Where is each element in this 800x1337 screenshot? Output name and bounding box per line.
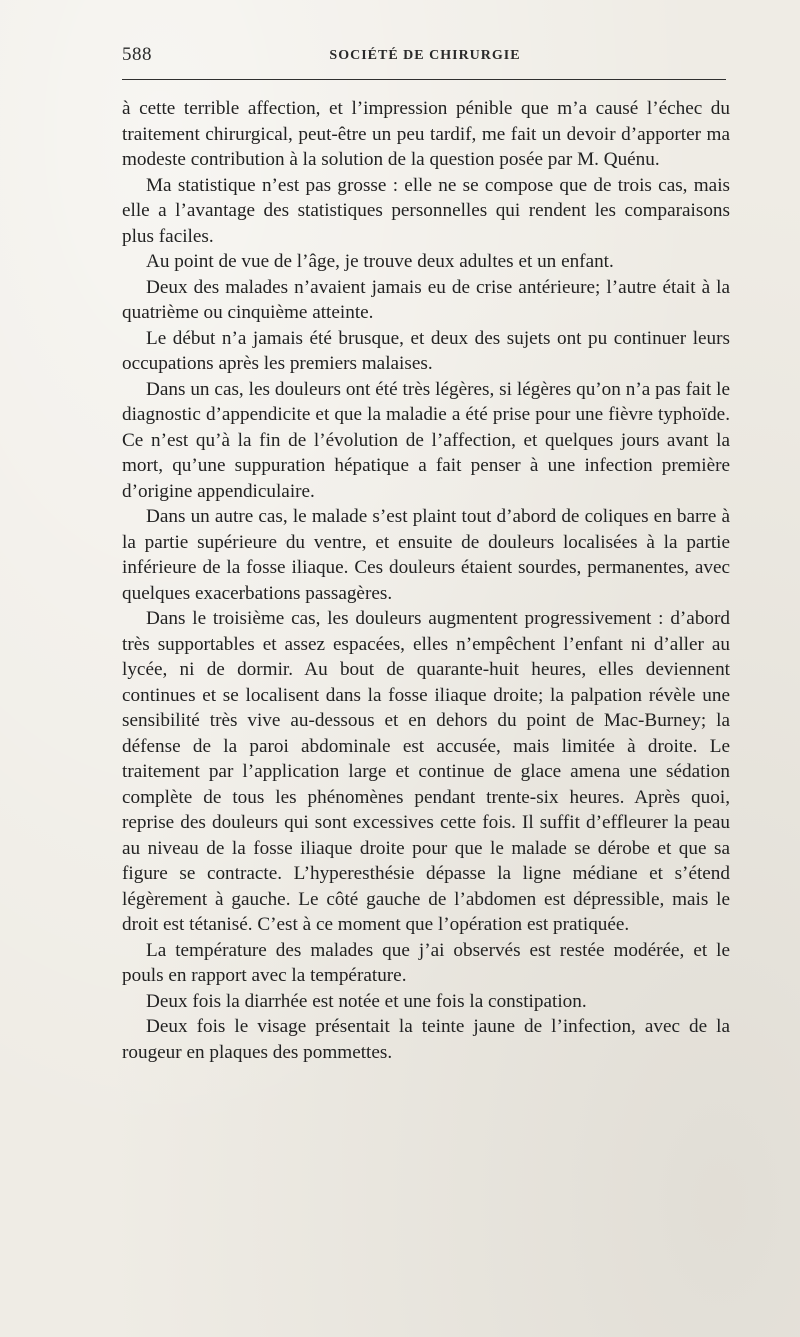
running-head-title: SOCIÉTÉ DE CHIRURGIE [329, 48, 521, 63]
paragraph: Ma statistique n’est pas grosse : elle ne se compose que de trois cas, mais elle a l’avantage des statistiques personnelles qui rendent les comparaisons plus faciles. [122, 174, 730, 247]
running-head [120, 40, 730, 70]
page-number: 588 [122, 44, 152, 65]
paragraph: Dans un autre cas, le malade s’est plaint tout d’abord de coliques en barre à la partie supérieure du ventre, et ensuite de douleurs localisées à la partie inférieure de la fosse iliaque. Ces douleurs étaient sourdes, permanentes, avec quelques exacerbations passagères. [122, 506, 730, 604]
paragraph: Dans un cas, les douleurs ont été très légères, si légères qu’on n’a pas fait le diagnostic d’appendicite et que la maladie a été prise pour une fièvre typhoïde. Ce n’est qu’à la fin de l’évolution de l’affection, et quelques jours avant la mort, qu’une suppuration hépatique a fait penser à une infection première d’origine appendiculaire. [122, 378, 730, 502]
paragraph: Deux fois le visage présentait la teinte jaune de l’infection, avec de la rougeur en plaques des pommettes. [122, 1016, 730, 1063]
paragraph: à cette terrible affection, et l’impression pénible que m’a causé l’échec du traitement chirurgical, peut-être un peu tardif, me fait un devoir d’apporter ma modeste contribution à la solution de la question posée par M. Quénu. [122, 98, 730, 170]
paragraph: La température des malades que j’ai observés est restée modérée, et le pouls en rapport avec la température. [122, 939, 730, 986]
paragraph: Au point de vue de l’âge, je trouve deux adultes et un enfant. [146, 251, 614, 272]
paragraph: Deux des malades n’avaient jamais eu de crise antérieure; l’autre était à la quatrième ou cinquième atteinte. [122, 276, 730, 323]
paragraph: Deux fois la diarrhée est notée et une fois la constipation. [146, 990, 587, 1012]
paragraph: Dans le troisième cas, les douleurs augmentent progressivement : d’abord très supportables et assez espacées, elles n’empêchent l’enfant ni d’aller au lycée, ni de dormir. Au bout de quarante-huit heures, elles deviennent continues et se localisent dans la fosse iliaque droite; la palpation révèle une sensibilité très vive au-dessous et en dehors du point de Mac-Burney; la défense de la paroi abdominale est accusée, mais limitée à droite. Le traitement par l’application large et continue de glace amena une sédation complète de tous les phénomènes pendant trente-six heures. Après quoi, reprise des douleurs qui sont excessives cette fois. Il suffit d’effleurer la peau au niveau de la fosse iliaque droite pour que le malade se dérobe et que sa figure se contracte. L’hyperesthésie dépasse la ligne médiane et s’étend légèrement à gauche. Le côté gauche de l’abdomen est dépressible, mais le droit est tétanisé. C’est à ce moment que l’opération est pratiquée. [122, 608, 730, 935]
header-rule [122, 79, 726, 80]
body-text [122, 96, 730, 1065]
paragraph: Le début n’a jamais été brusque, et deux des sujets ont pu continuer leurs occupations après les premiers malaises. [122, 327, 730, 374]
